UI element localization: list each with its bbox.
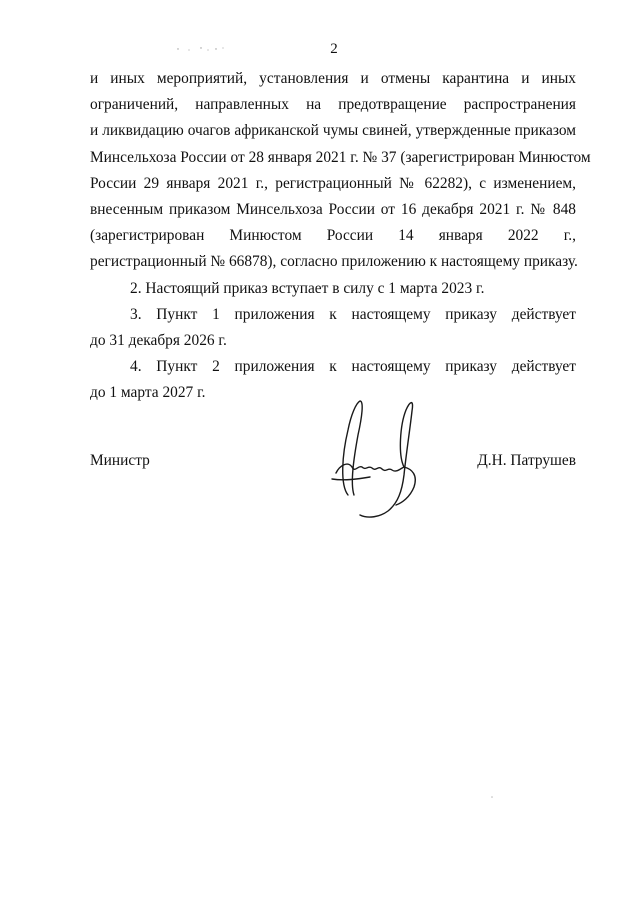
paragraph-line: и иных мероприятий, установления и отмены карантина и иных: [90, 70, 576, 87]
scan-noise: [175, 45, 235, 53]
item-3-continuation: до 31 декабря 2026 г.: [90, 331, 227, 349]
scan-speck: [490, 795, 494, 799]
paragraph-line: Минсельхоза России от 28 января 2021 г. № 37 (зарегистрирован Минюстом: [90, 148, 591, 166]
paragraph-line: внесенным приказом Минсельхоза России от 16 декабря 2021 г. № 848: [90, 200, 576, 218]
signatory-name: Д.Н. Патрушев: [477, 452, 576, 469]
paragraph-line: (зарегистрирован Минюстом России 14 января 2022 г.,: [90, 227, 576, 245]
paragraph-line: регистрационный № 66878), согласно приложению к настоящему приказу.: [90, 253, 578, 271]
page-number: 2: [330, 41, 338, 57]
paragraph-line: ограничений, направленных на предотвращение распространения: [90, 96, 576, 114]
document-body: [90, 66, 591, 406]
signatory-title: Министр: [90, 452, 150, 469]
paragraph-line: России 29 января 2021 г., регистрационный № 62282), с изменением,: [90, 174, 576, 192]
item-4-line: 4. Пункт 2 приложения к настоящему приказу действует: [130, 358, 576, 376]
item-2-line: 2. Настоящий приказ вступает в силу с 1 марта 2023 г.: [130, 279, 485, 297]
signature-block: [90, 452, 576, 476]
item-4-continuation: до 1 марта 2027 г.: [90, 384, 206, 402]
paragraph-line: и ликвидацию очагов африканской чумы свиней, утвержденные приказом: [90, 122, 576, 140]
item-3-line: 3. Пункт 1 приложения к настоящему приказу действует: [130, 305, 576, 323]
